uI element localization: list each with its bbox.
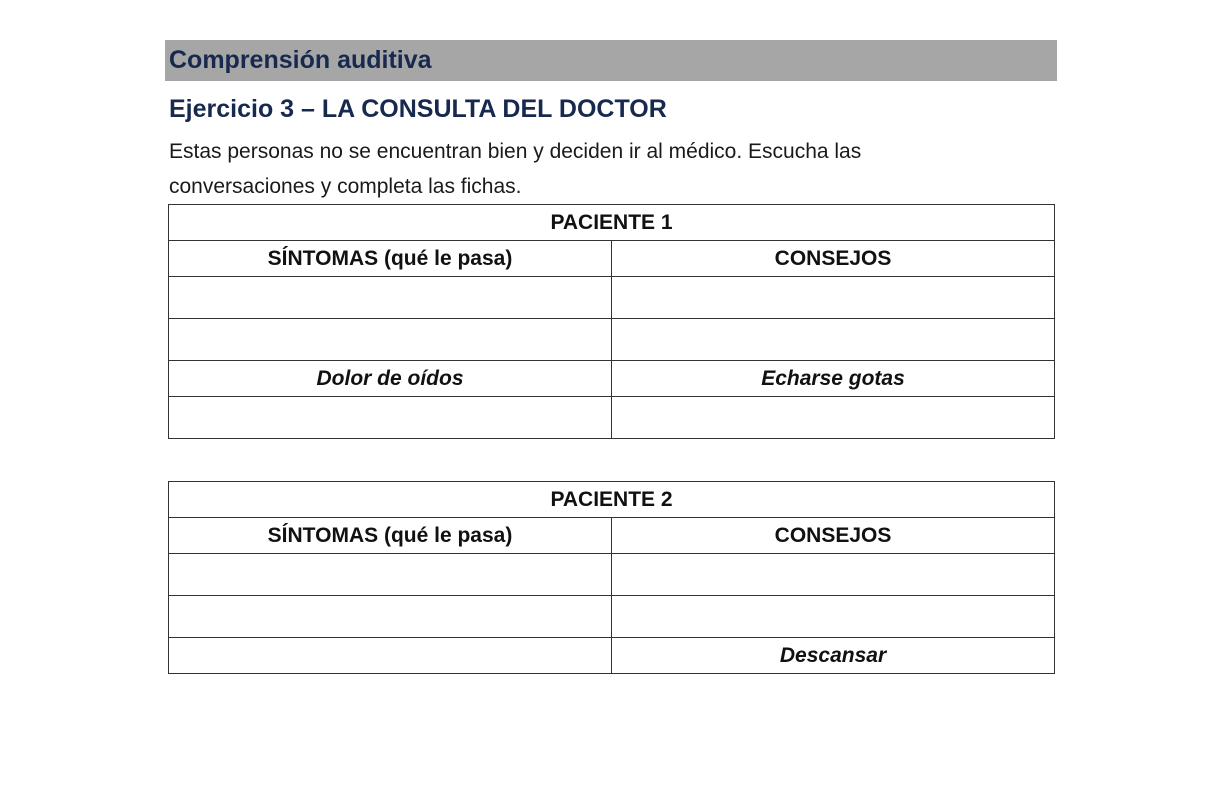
symptoms-column-header: SÍNTOMAS (qué le pasa)	[169, 518, 612, 554]
advice-answer-cell[interactable]	[612, 277, 1055, 319]
symptom-answer-cell[interactable]	[169, 638, 612, 674]
advice-answer-cell[interactable]	[612, 554, 1055, 596]
symptoms-column-header: SÍNTOMAS (qué le pasa)	[169, 241, 612, 277]
advice-answer-cell[interactable]	[612, 397, 1055, 439]
advice-column-header: CONSEJOS	[612, 518, 1055, 554]
symptom-answer-cell[interactable]	[169, 554, 612, 596]
symptom-answer-cell[interactable]	[169, 277, 612, 319]
patient-1-title: PACIENTE 1	[169, 205, 1055, 241]
exercise-instructions: Estas personas no se encuentran bien y deciden ir al médico. Escucha las conversaciones y completa las fichas.	[169, 140, 862, 198]
advice-example-cell: Descansar	[612, 638, 1055, 674]
patient-2-table	[168, 481, 1055, 674]
symptom-answer-cell[interactable]	[169, 397, 612, 439]
symptom-example-cell: Dolor de oídos	[169, 361, 612, 397]
symptom-answer-cell[interactable]	[169, 319, 612, 361]
advice-answer-cell[interactable]	[612, 319, 1055, 361]
advice-example-cell: Echarse gotas	[612, 361, 1055, 397]
exercise-title: Ejercicio 3 – LA CONSULTA DEL DOCTOR	[169, 95, 667, 123]
section-header	[165, 40, 1057, 81]
advice-answer-cell[interactable]	[612, 596, 1055, 638]
patient-1-table	[168, 204, 1055, 439]
section-title: Comprensión auditiva	[169, 46, 432, 74]
symptom-answer-cell[interactable]	[169, 596, 612, 638]
advice-column-header: CONSEJOS	[612, 241, 1055, 277]
patient-2-title: PACIENTE 2	[169, 482, 1055, 518]
